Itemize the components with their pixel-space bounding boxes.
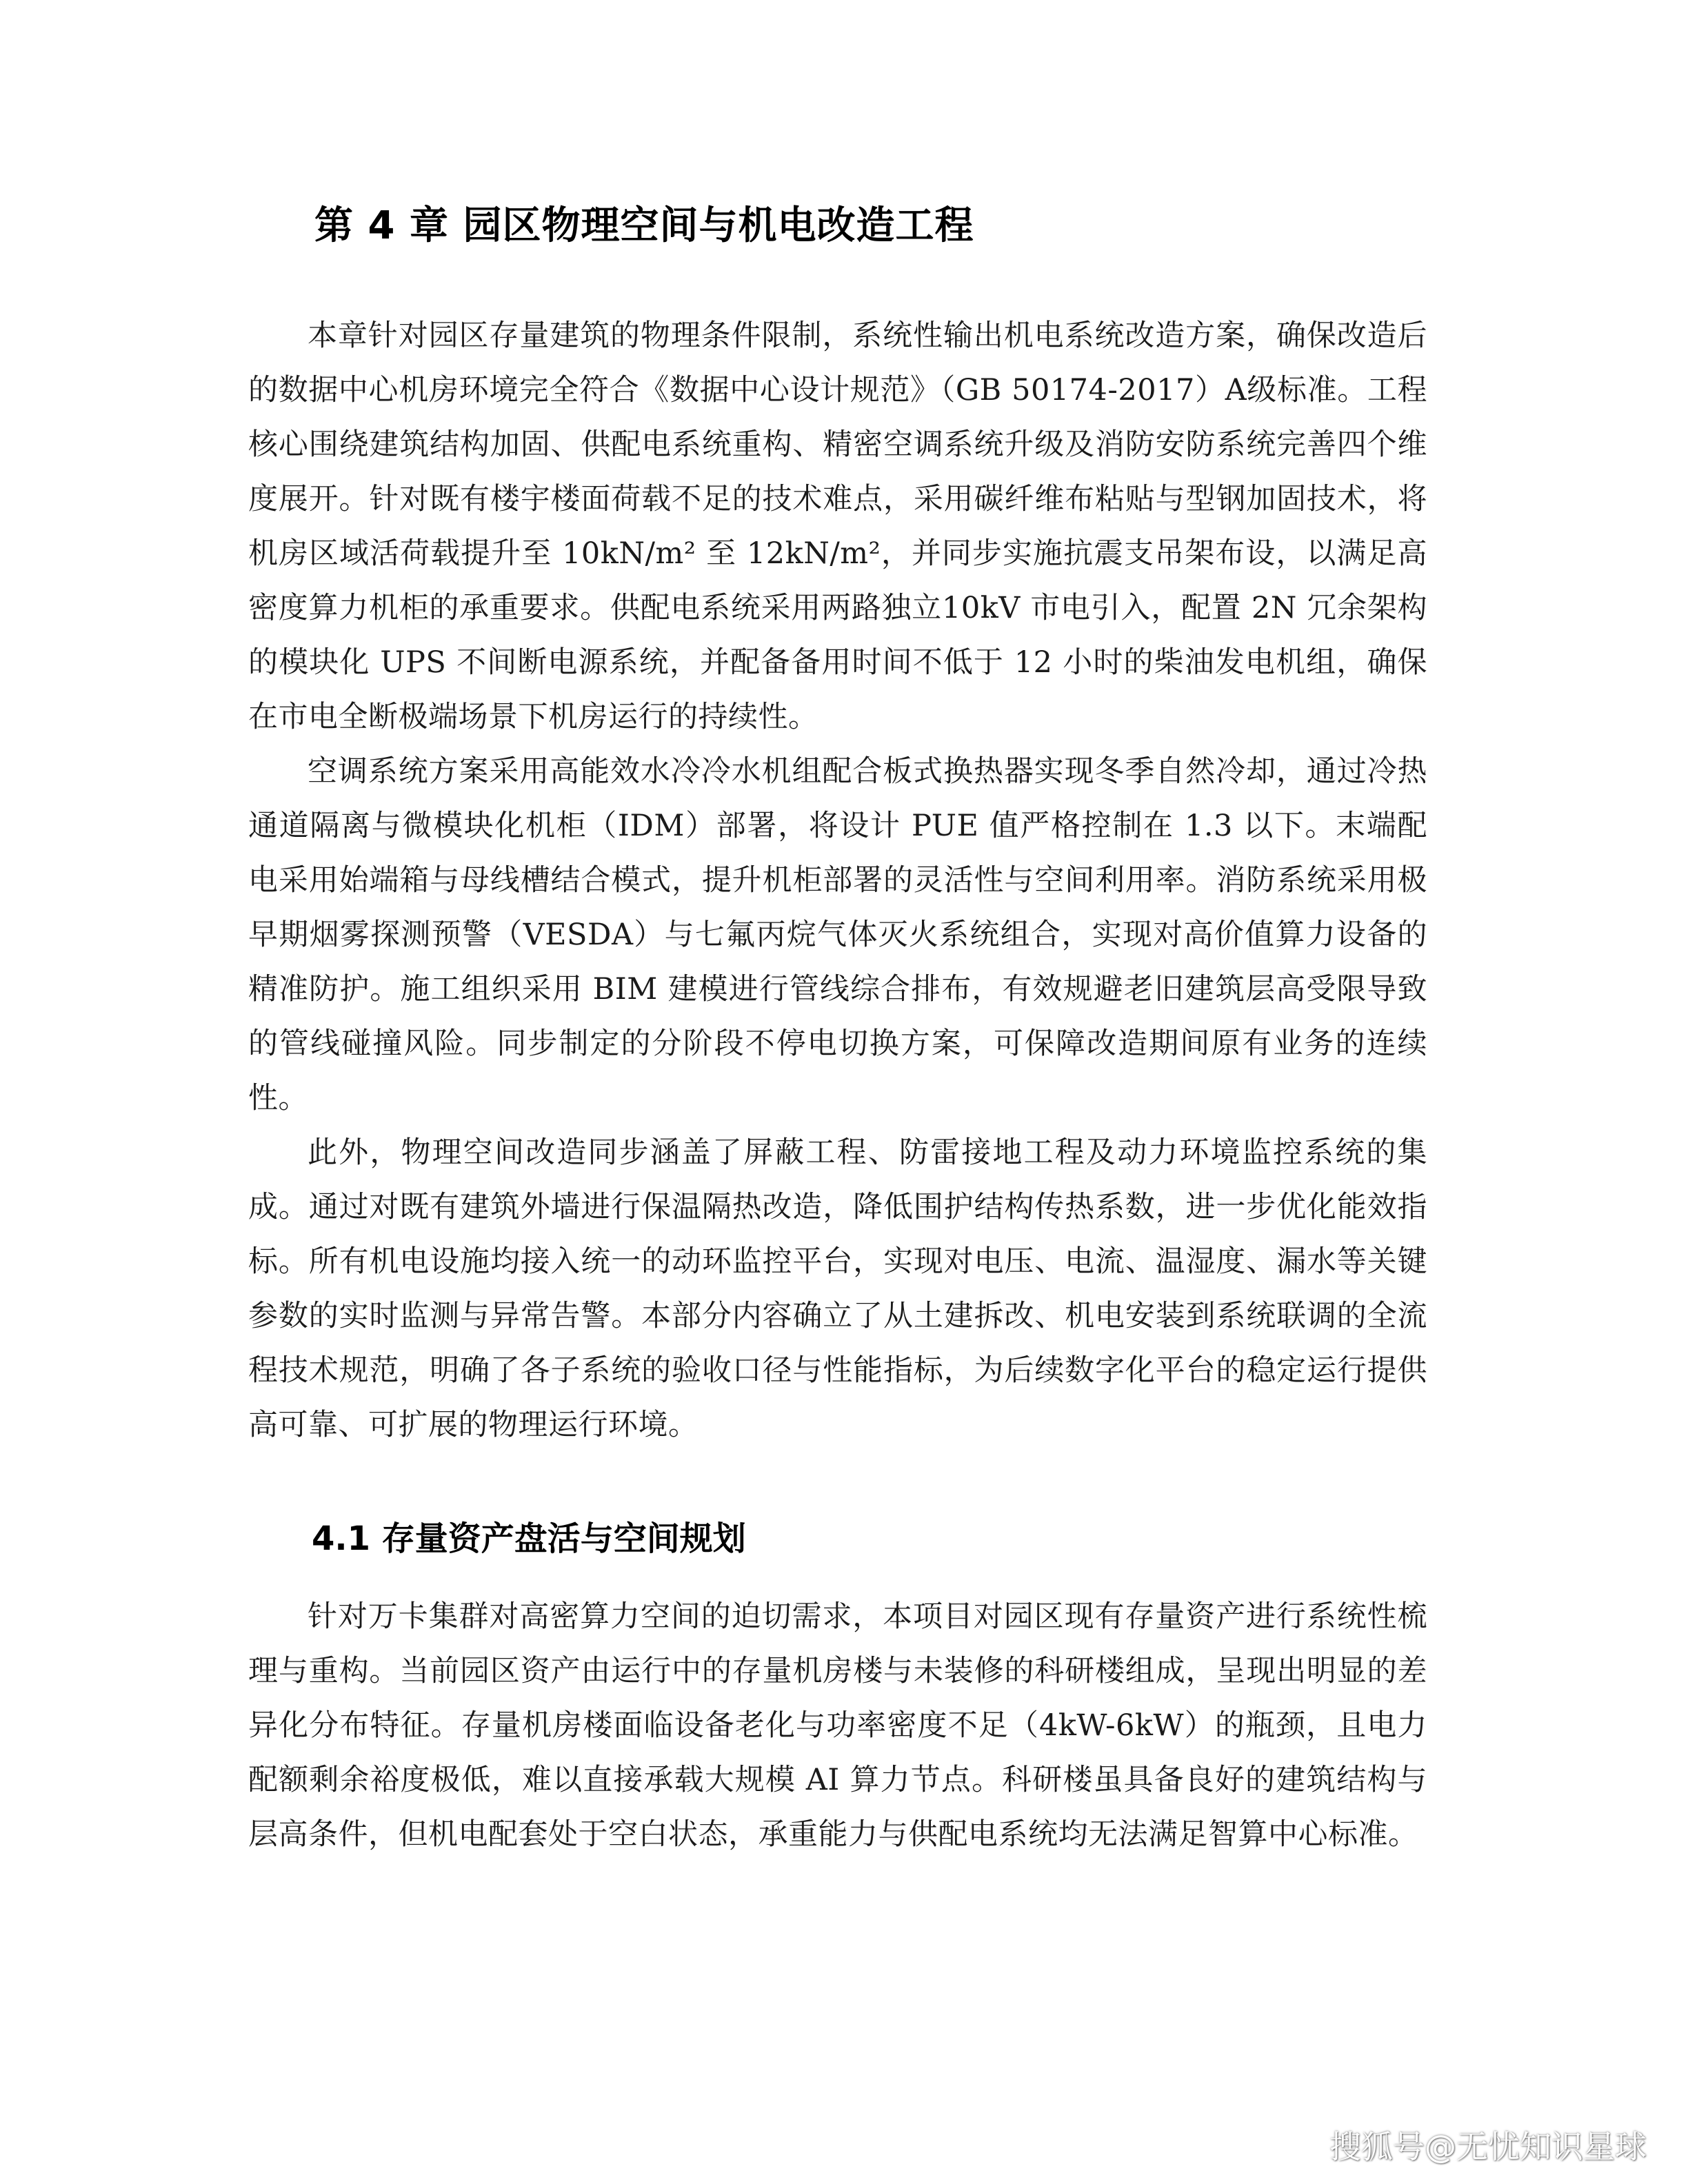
chapter-title: 第 4 章 园区物理空间与机电改造工程 xyxy=(314,203,974,248)
watermark-text: 搜狐号@无忧知识星球 xyxy=(1329,2128,1647,2165)
chapter-body xyxy=(248,309,1427,1453)
chapter-paragraph-2: 空调系统方案采用高能效水冷冷水机组配合板式换热器实现冬季自然冷却，通过冷热通道隔离与微模块化机柜（IDM）部署，将设计 PUE 值严格控制在 1.3 以下。末端配电采用始端箱与母线槽结合模式，提升机柜部署的灵活性与空间利用率。消防系统采用极早期烟雾探测预警（VESDA）与七氟丙烷气体灭火系统组合，实现对高价值算力设备的精准防护。施工组织采用 BIM 建模进行管线综合排布，有效规避老旧建筑层高受限导致的管线碰撞风险。同步制定的分阶段不停电切换方案，可保障改造期间原有业务的连续性。 xyxy=(248,754,1427,1115)
section-paragraph-1: 针对万卡集群对高密算力空间的迫切需求，本项目对园区现有存量资产进行系统性梳理与重构。当前园区资产由运行中的存量机房楼与未装修的科研楼组成，呈现出明显的差异化分布特征。存量机房楼面临设备老化与功率密度不足（4kW-6kW）的瓶颈，且电力配额剩余裕度极低，难以直接承载大规模 AI 算力节点。科研楼虽具备良好的建筑结构与层高条件，但机电配套处于空白状态，承重能力与供配电系统均无法满足智算中心标准。 xyxy=(248,1599,1427,1852)
chapter-paragraph-3: 此外，物理空间改造同步涵盖了屏蔽工程、防雷接地工程及动力环境监控系统的集成。通过对既有建筑外墙进行保温隔热改造，降低围护结构传热系数，进一步优化能效指标。所有机电设施均接入统一的动环监控平台，实现对电压、电流、温湿度、漏水等关键参数的实时监测与异常告警。本部分内容确立了从土建拆改、机电安装到系统联调的全流程技术规范，明确了各子系统的验收口径与性能指标，为后续数字化平台的稳定运行提供高可靠、可扩展的物理运行环境。 xyxy=(248,1135,1427,1442)
section-title: 4.1 存量资产盘活与空间规划 xyxy=(312,1519,746,1558)
section-body xyxy=(248,1590,1427,1862)
chapter-paragraph-1: 本章针对园区存量建筑的物理条件限制，系统性输出机电系统改造方案，确保改造后的数据中心机房环境完全符合《数据中心设计规范》（GB 50174-2017）A级标准。工程核心围绕建筑结构加固、供配电系统重构、精密空调系统升级及消防安防系统完善四个维度展开。针对既有楼宇楼面荷载不足的技术难点，采用碳纤维布粘贴与型钢加固技术，将机房区域活荷载提升至 10kN/m² 至 12kN/m²，并同步实施抗震支吊架布设，以满足高密度算力机柜的承重要求。供配电系统采用两路独立10kV 市电引入，配置 2N 冗余架构的模块化 UPS 不间断电源系统，并配备备用时间不低于 12 小时的柴油发电机组，确保在市电全断极端场景下机房运行的持续性。 xyxy=(248,318,1427,734)
